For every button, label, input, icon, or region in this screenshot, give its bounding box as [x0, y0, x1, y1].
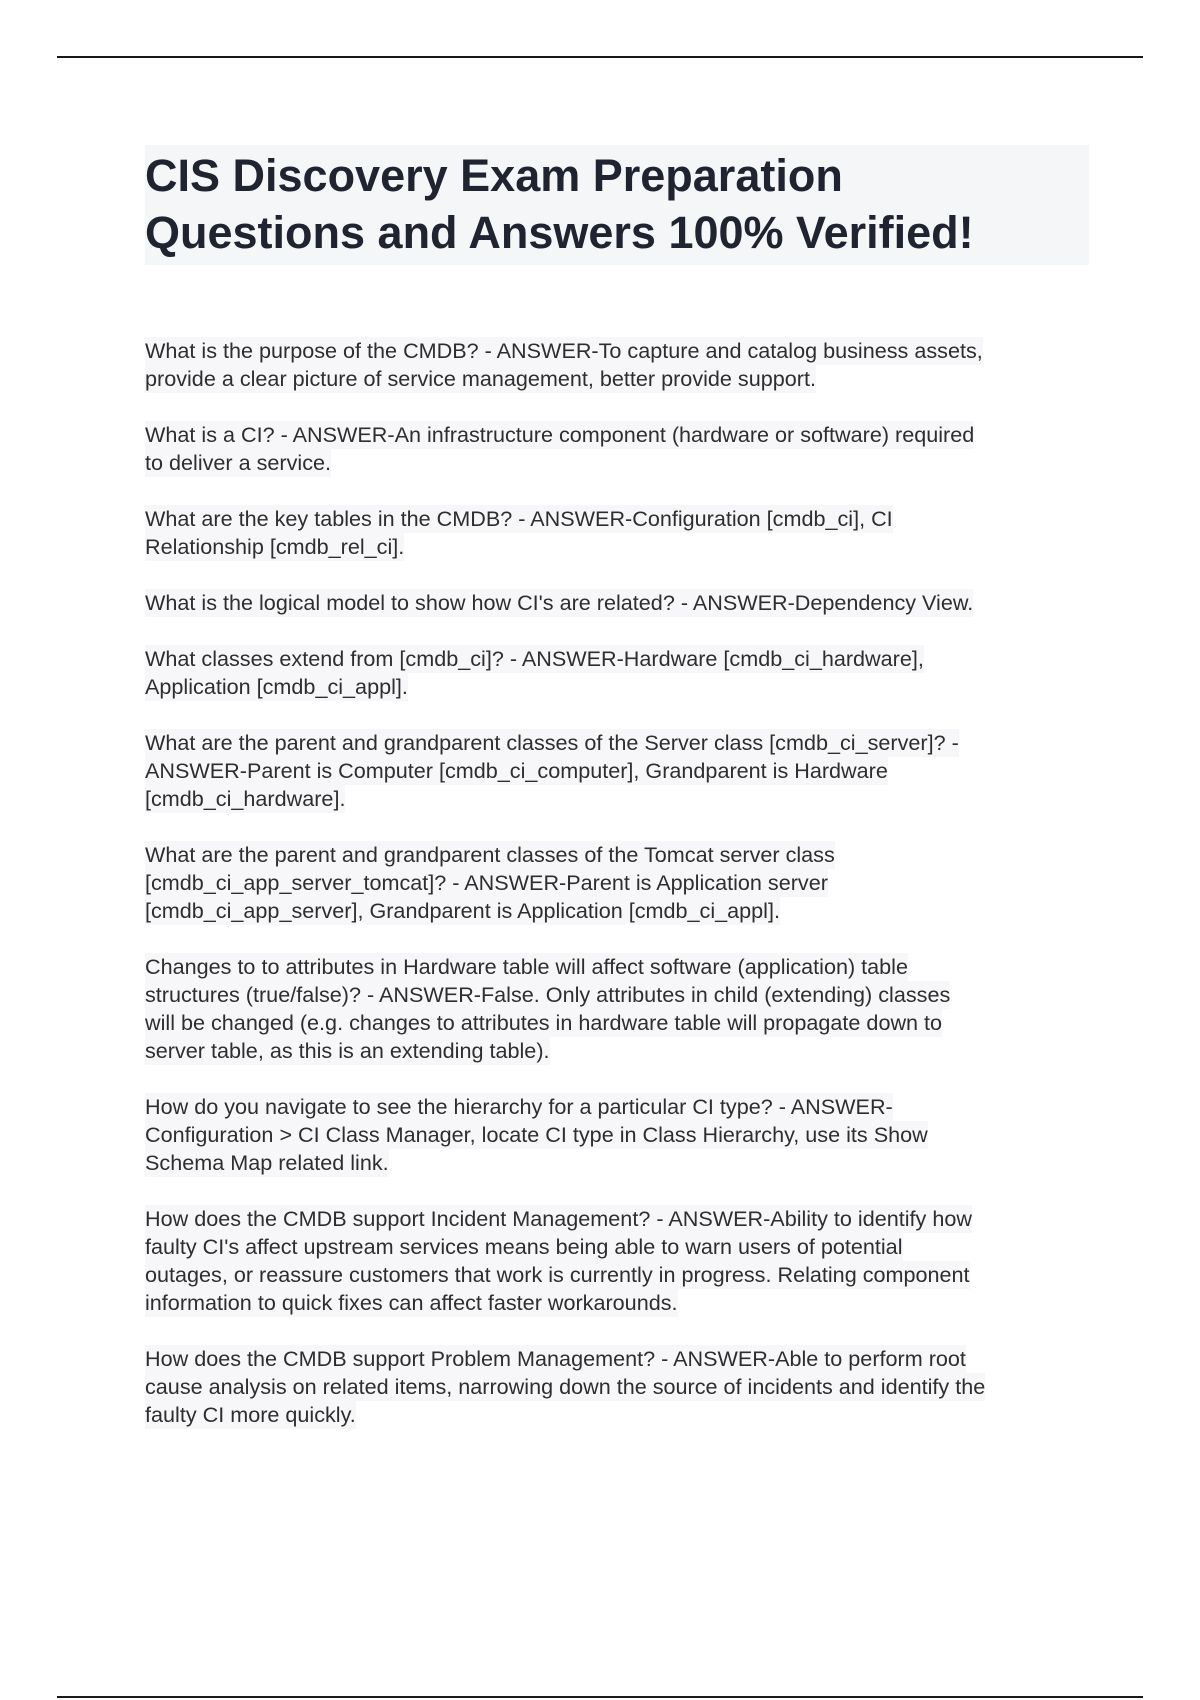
qa-text-line: Changes to to attributes in Hardware table will affect software (application) table — [145, 954, 908, 979]
qa-item — [145, 645, 1089, 701]
qa-text-line: provide a clear picture of service management, better provide support. — [145, 366, 816, 391]
qa-text-line: outages, or reassure customers that work is currently in progress. Relating component — [145, 1262, 970, 1287]
qa-text-line: How do you navigate to see the hierarchy for a particular CI type? - ANSWER- — [145, 1094, 893, 1119]
qa-item — [145, 1093, 1089, 1177]
qa-text-line: to deliver a service. — [145, 450, 332, 475]
qa-text-line: What are the key tables in the CMDB? - ANSWER-Configuration [cmdb_ci], CI — [145, 506, 893, 531]
bottom-rule — [57, 1696, 1143, 1698]
qa-item — [145, 1205, 1089, 1317]
qa-text-line: How does the CMDB support Incident Management? - ANSWER-Ability to identify how — [145, 1206, 972, 1231]
qa-text-line: cause analysis on related items, narrowing down the source of incidents and identify the — [145, 1374, 986, 1399]
qa-item — [145, 589, 1089, 617]
qa-text-line: What are the parent and grandparent classes of the Tomcat server class — [145, 842, 835, 867]
qa-item — [145, 337, 1089, 393]
qa-item — [145, 421, 1089, 477]
qa-text-line: ANSWER-Parent is Computer [cmdb_ci_computer], Grandparent is Hardware — [145, 758, 888, 783]
qa-item — [145, 953, 1089, 1065]
title-line-2: Questions and Answers 100% Verified! — [145, 207, 974, 258]
qa-text-line: [cmdb_ci_app_server_tomcat]? - ANSWER-Parent is Application server — [145, 870, 828, 895]
qa-text-line: Application [cmdb_ci_appl]. — [145, 674, 408, 699]
qa-text-line: What are the parent and grandparent classes of the Server class [cmdb_ci_server]? - — [145, 730, 959, 755]
qa-text-line: faulty CI's affect upstream services means being able to warn users of potential — [145, 1234, 903, 1259]
qa-text-line: [cmdb_ci_hardware]. — [145, 786, 346, 811]
qa-text-line: Schema Map related link. — [145, 1150, 389, 1175]
qa-item — [145, 841, 1089, 925]
qa-text-line: will be changed (e.g. changes to attributes in hardware table will propagate down to — [145, 1010, 943, 1035]
qa-text-line: How does the CMDB support Problem Management? - ANSWER-Able to perform root — [145, 1346, 966, 1371]
qa-item — [145, 1345, 1089, 1429]
qa-text-line: What is the logical model to show how CI's are related? - ANSWER-Dependency View. — [145, 590, 974, 615]
qa-text-line: [cmdb_ci_app_server], Grandparent is Application [cmdb_ci_appl]. — [145, 898, 780, 923]
qa-text-line: information to quick fixes can affect faster workarounds. — [145, 1290, 678, 1315]
qa-text-line: faulty CI more quickly. — [145, 1402, 356, 1427]
qa-text-line: Relationship [cmdb_rel_ci]. — [145, 534, 405, 559]
qa-item — [145, 505, 1089, 561]
qa-text-line: structures (true/false)? - ANSWER-False. Only attributes in child (extending) classes — [145, 982, 951, 1007]
title-line-1: CIS Discovery Exam Preparation — [145, 150, 843, 201]
document-title — [145, 145, 1089, 265]
qa-text-line: What is a CI? - ANSWER-An infrastructure component (hardware or software) required — [145, 422, 975, 447]
top-rule — [57, 56, 1143, 58]
qa-text-line: server table, as this is an extending table). — [145, 1038, 550, 1063]
qa-text-line: What classes extend from [cmdb_ci]? - ANSWER-Hardware [cmdb_ci_hardware], — [145, 646, 924, 671]
qa-text-line: Configuration > CI Class Manager, locate CI type in Class Hierarchy, use its Show — [145, 1122, 928, 1147]
qa-item — [145, 729, 1089, 813]
qa-text-line: What is the purpose of the CMDB? - ANSWER-To capture and catalog business assets, — [145, 338, 983, 363]
qa-list — [145, 337, 1089, 1457]
